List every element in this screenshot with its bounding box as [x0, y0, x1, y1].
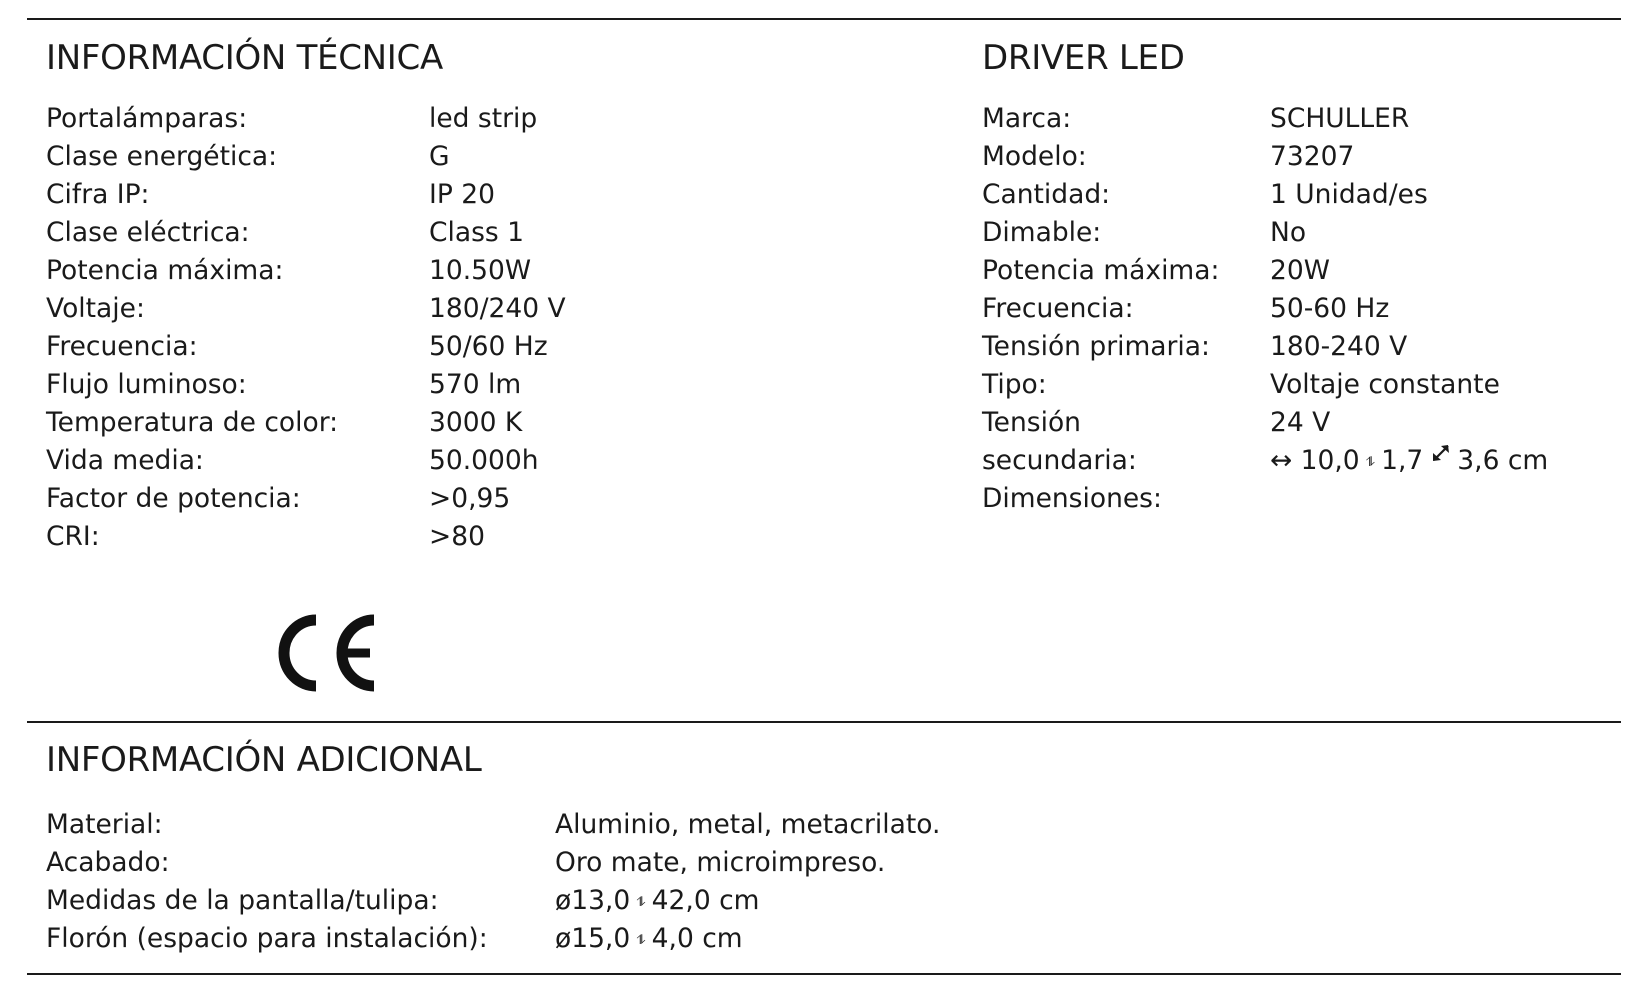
spec-value: Class 1: [429, 217, 525, 248]
spec-label: Florón (espacio para instalación):: [46, 923, 488, 954]
spec-label: Dimensiones:: [982, 483, 1162, 514]
tech-row: [46, 518, 846, 556]
spec-value: 1 Unidad/es: [1270, 179, 1428, 210]
spec-value: [555, 920, 743, 958]
diameter-value: ø13,0: [555, 885, 631, 916]
spec-value: 180/240 V: [429, 293, 566, 324]
diagonal-arrow-icon: [1431, 443, 1451, 463]
spec-value: 50/60 Hz: [429, 331, 548, 362]
spec-value: No: [1270, 217, 1307, 248]
spec-value: G: [429, 141, 450, 172]
spec-value: Voltaje constante: [1270, 369, 1500, 400]
tech-row: [46, 366, 846, 404]
driver-row: [982, 404, 1602, 442]
spec-value: led strip: [429, 103, 538, 134]
driver-spec-list: [982, 100, 1602, 518]
middle-divider: [27, 721, 1621, 723]
driver-row: [982, 214, 1602, 252]
driver-row: [982, 480, 1602, 518]
height-arrow-icon: ⥮: [636, 895, 646, 910]
spec-value: 50-60 Hz: [1270, 293, 1390, 324]
driver-row: [982, 290, 1602, 328]
spec-label: Portalámparas:: [46, 103, 248, 134]
additional-section-title: INFORMACIÓN ADICIONAL: [46, 740, 482, 780]
ce-mark-icon: [276, 610, 378, 696]
spec-label: Potencia máxima:: [982, 255, 1220, 286]
driver-row: [982, 366, 1602, 404]
spec-label: Medidas de la pantalla/tulipa:: [46, 885, 439, 916]
spec-label: Cantidad:: [982, 179, 1111, 210]
diameter-value: ø15,0: [555, 923, 631, 954]
spec-value: IP 20: [429, 179, 495, 210]
spec-label: Tensión: [982, 407, 1081, 438]
spec-label: Tipo:: [982, 369, 1047, 400]
spec-label: Frecuencia:: [982, 293, 1134, 324]
bottom-divider: [27, 973, 1621, 975]
tech-spec-list: [46, 100, 846, 556]
spec-label: Potencia máxima:: [46, 255, 284, 286]
additional-row: [46, 920, 1146, 958]
spec-label: Temperatura de color:: [46, 407, 339, 438]
spec-value: >80: [429, 521, 485, 552]
spec-label: Factor de potencia:: [46, 483, 301, 514]
tech-row: [46, 328, 846, 366]
spec-label: Flujo luminoso:: [46, 369, 247, 400]
tech-section-title: INFORMACIÓN TÉCNICA: [46, 38, 443, 78]
tech-row: [46, 290, 846, 328]
spec-label: Material:: [46, 809, 163, 840]
dimension-depth: 3,6 cm: [1457, 445, 1549, 476]
spec-label: Vida media:: [46, 445, 204, 476]
spec-label: Acabado:: [46, 847, 170, 878]
tech-row: [46, 252, 846, 290]
top-divider: [27, 18, 1621, 20]
spec-label: secundaria:: [982, 445, 1137, 476]
spec-label: Clase energética:: [46, 141, 278, 172]
driver-row: [982, 100, 1602, 138]
spec-value: 10.50W: [429, 255, 532, 286]
tech-row: [46, 480, 846, 518]
spec-label: CRI:: [46, 521, 100, 552]
spec-label: Dimable:: [982, 217, 1102, 248]
spec-value: 24 V: [1270, 407, 1331, 438]
tech-row: [46, 100, 846, 138]
spec-value: [555, 882, 759, 920]
spec-value: 50.000h: [429, 445, 539, 476]
tech-row: [46, 176, 846, 214]
spec-value: 180-240 V: [1270, 331, 1408, 362]
spec-value: 20W: [1270, 255, 1330, 286]
spec-value: 3000 K: [429, 407, 523, 438]
spec-label: Modelo:: [982, 141, 1087, 172]
spec-label: Cifra IP:: [46, 179, 150, 210]
width-arrow-icon: ↔: [1270, 445, 1293, 476]
spec-value: Oro mate, microimpreso.: [555, 847, 886, 878]
spec-value: 570 lm: [429, 369, 522, 400]
driver-row: [982, 442, 1602, 480]
height-arrow-icon: ⥮: [636, 933, 646, 948]
driver-row: [982, 176, 1602, 214]
height-arrow-icon: ⥮: [1365, 455, 1376, 470]
spec-value: Aluminio, metal, metacrilato.: [555, 809, 941, 840]
driver-row: [982, 138, 1602, 176]
driver-row: [982, 252, 1602, 290]
dimensions-value: [1270, 442, 1548, 480]
spec-value: SCHULLER: [1270, 103, 1410, 134]
additional-spec-list: [46, 806, 1146, 958]
dimension-width: 10,0: [1300, 445, 1360, 476]
spec-label: Clase eléctrica:: [46, 217, 250, 248]
spec-label: Tensión primaria:: [982, 331, 1210, 362]
additional-row: [46, 882, 1146, 920]
tech-row: [46, 404, 846, 442]
spec-value: >0,95: [429, 483, 511, 514]
spec-label: Marca:: [982, 103, 1072, 134]
spec-label: Frecuencia:: [46, 331, 198, 362]
tech-row: [46, 138, 846, 176]
tech-row: [46, 214, 846, 252]
additional-row: [46, 844, 1146, 882]
spec-value: 73207: [1270, 141, 1355, 172]
tech-row: [46, 442, 846, 480]
driver-row: [982, 328, 1602, 366]
height-value: 42,0 cm: [651, 885, 760, 916]
driver-section-title: DRIVER LED: [982, 38, 1185, 78]
spec-label: Voltaje:: [46, 293, 145, 324]
additional-row: [46, 806, 1146, 844]
height-value: 4,0 cm: [651, 923, 743, 954]
dimension-height: 1,7: [1381, 445, 1424, 476]
